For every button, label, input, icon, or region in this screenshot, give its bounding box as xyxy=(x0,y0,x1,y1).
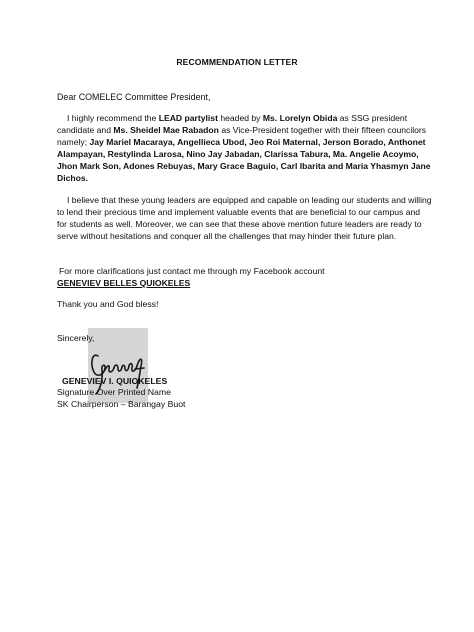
paragraph-recommendation xyxy=(57,113,432,184)
paragraph-endorsement xyxy=(57,195,432,243)
p1-text-3: as SSG president candidate and xyxy=(57,113,408,135)
letter-title: RECOMMENDATION LETTER xyxy=(176,57,298,67)
vice-president-candidate: Ms. Sheidel Mae Rabadon xyxy=(113,124,219,135)
p2-text: I believe that these young leaders are equipped and capable on leading our students and willing to lend their precious time and implement valuable events that are beneficial to our campus and for students as well. Moreover, we can see that these above mention future leaders are ready to serve without hesitations and conquer all the challenges that may hinder their future plan. xyxy=(57,195,432,241)
p1-text-2: headed by xyxy=(217,113,263,123)
closing-sincerely: Sincerely, xyxy=(57,333,95,343)
councilors-list: Jay Mariel Macaraya, Angellieca Ubod, Jeo Roi Maternal, Jerson Borado, Anthonet Alampayan, Restylinda Larosa, Nino Jay Jabadan, Clarissa Tabura, Ma. Angelie Acoymo, Jhon Mark Son, Adones Rebuyas, Mary Grace Baguio, Carl Ibarita and Maria Yhasmyn Jane Dichos. xyxy=(57,136,431,183)
signatory-position: SK Chairperson – Barangay Buot xyxy=(57,399,186,409)
signatory-name: GENEVIEV I. QUIOKELES xyxy=(62,376,168,386)
letter-greeting: Dear COMELEC Committee President, xyxy=(57,92,211,102)
closing-thanks: Thank you and God bless! xyxy=(57,299,159,309)
party-name: LEAD partylist xyxy=(158,113,218,123)
president-candidate: Ms. Lorelyn Obida xyxy=(262,113,338,123)
facebook-account-name: GENEVIEV BELLES QUIOKELES xyxy=(57,278,191,288)
signature-caption: Signature Over Printed Name xyxy=(57,387,171,397)
clarification-line: For more clarifications just contact me through my Facebook account xyxy=(59,266,325,276)
p1-text-1: I highly recommend the xyxy=(67,113,159,123)
p1-text-4: as Vice-President together with their fifteen councilors namely; xyxy=(57,124,427,147)
